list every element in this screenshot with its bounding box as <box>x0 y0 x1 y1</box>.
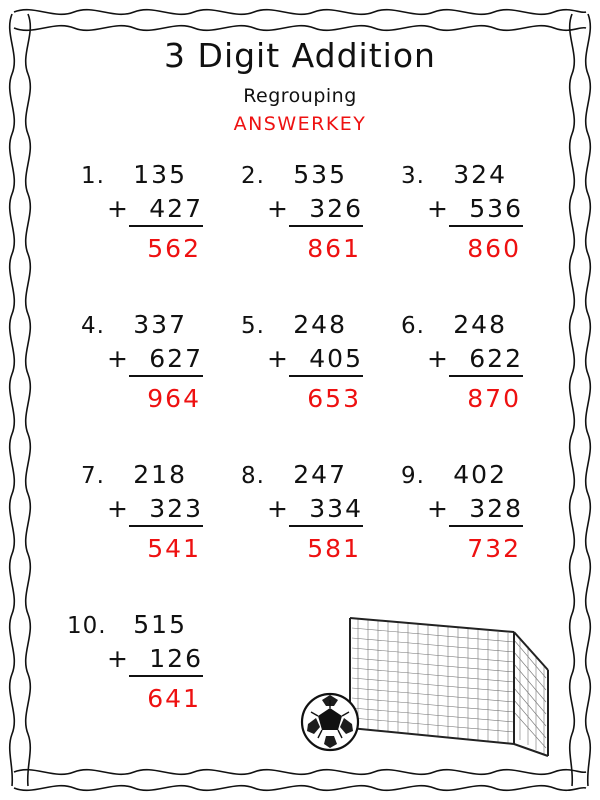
addend-top: 135 <box>133 160 187 189</box>
soccer-goal-icon <box>350 618 548 756</box>
problem-number: 9. <box>401 463 425 489</box>
problem-7 <box>67 460 217 572</box>
problem-cell <box>62 160 222 310</box>
addend-bottom: 126 <box>129 644 203 677</box>
addend-top: 248 <box>293 310 347 339</box>
answer-value: 732 <box>467 534 521 563</box>
addend-top: 515 <box>133 610 187 639</box>
answer-value: 870 <box>467 384 521 413</box>
problem-cell <box>62 460 222 610</box>
problem-cell <box>382 310 542 460</box>
problem-row <box>62 310 542 460</box>
answer-value: 860 <box>467 234 521 263</box>
problem-cell <box>62 610 222 760</box>
problem-number: 2. <box>241 163 265 189</box>
addend-bottom: 323 <box>129 494 203 527</box>
problem-cell <box>382 460 542 610</box>
problem-number: 8. <box>241 463 265 489</box>
answer-value: 653 <box>307 384 361 413</box>
problem-6 <box>387 310 537 422</box>
addend-bottom: 405 <box>289 344 363 377</box>
problem-cell <box>222 460 382 610</box>
addend-top: 402 <box>453 460 507 489</box>
problem-number: 10. <box>67 613 107 639</box>
addend-top: 535 <box>293 160 347 189</box>
addend-top: 247 <box>293 460 347 489</box>
problem-number: 7. <box>81 463 105 489</box>
plus-sign-icon: + <box>267 344 290 373</box>
plus-sign-icon: + <box>427 194 450 223</box>
problem-cell <box>62 310 222 460</box>
plus-sign-icon: + <box>427 344 450 373</box>
addend-top: 218 <box>133 460 187 489</box>
problem-9 <box>387 460 537 572</box>
addend-bottom: 427 <box>129 194 203 227</box>
problem-8 <box>227 460 377 572</box>
plus-sign-icon: + <box>267 194 290 223</box>
answer-value: 581 <box>307 534 361 563</box>
problem-number: 5. <box>241 313 265 339</box>
answer-value: 562 <box>147 234 201 263</box>
problem-number: 4. <box>81 313 105 339</box>
plus-sign-icon: + <box>107 344 130 373</box>
page-subtitle: Regrouping <box>243 85 357 107</box>
problem-row <box>62 160 542 310</box>
plus-sign-icon: + <box>107 194 130 223</box>
problem-3 <box>387 160 537 272</box>
addend-bottom: 536 <box>449 194 523 227</box>
problem-cell <box>222 310 382 460</box>
answer-value: 641 <box>147 684 201 713</box>
answer-value: 541 <box>147 534 201 563</box>
answer-value: 964 <box>147 384 201 413</box>
problem-5 <box>227 310 377 422</box>
addend-top: 324 <box>453 160 507 189</box>
worksheet-header <box>0 36 600 135</box>
problem-1 <box>67 160 217 272</box>
problem-cell <box>382 160 542 310</box>
addend-bottom: 334 <box>289 494 363 527</box>
problem-number: 3. <box>401 163 425 189</box>
addend-bottom: 328 <box>449 494 523 527</box>
problem-4 <box>67 310 217 422</box>
problem-10 <box>67 610 217 722</box>
problem-row <box>62 460 542 610</box>
addend-bottom: 627 <box>129 344 203 377</box>
plus-sign-icon: + <box>107 494 130 523</box>
plus-sign-icon: + <box>267 494 290 523</box>
problem-number: 6. <box>401 313 425 339</box>
soccer-illustration <box>300 600 560 770</box>
problem-number: 1. <box>81 163 105 189</box>
answer-key-label: ANSWERKEY <box>233 113 367 135</box>
page-title: 3 Digit Addition <box>164 36 436 75</box>
addend-bottom: 326 <box>289 194 363 227</box>
plus-sign-icon: + <box>107 644 130 673</box>
addend-top: 248 <box>453 310 507 339</box>
problem-2 <box>227 160 377 272</box>
addend-top: 337 <box>133 310 187 339</box>
addend-bottom: 622 <box>449 344 523 377</box>
soccer-ball-icon <box>302 694 358 750</box>
answer-value: 861 <box>307 234 361 263</box>
problem-cell <box>222 160 382 310</box>
plus-sign-icon: + <box>427 494 450 523</box>
